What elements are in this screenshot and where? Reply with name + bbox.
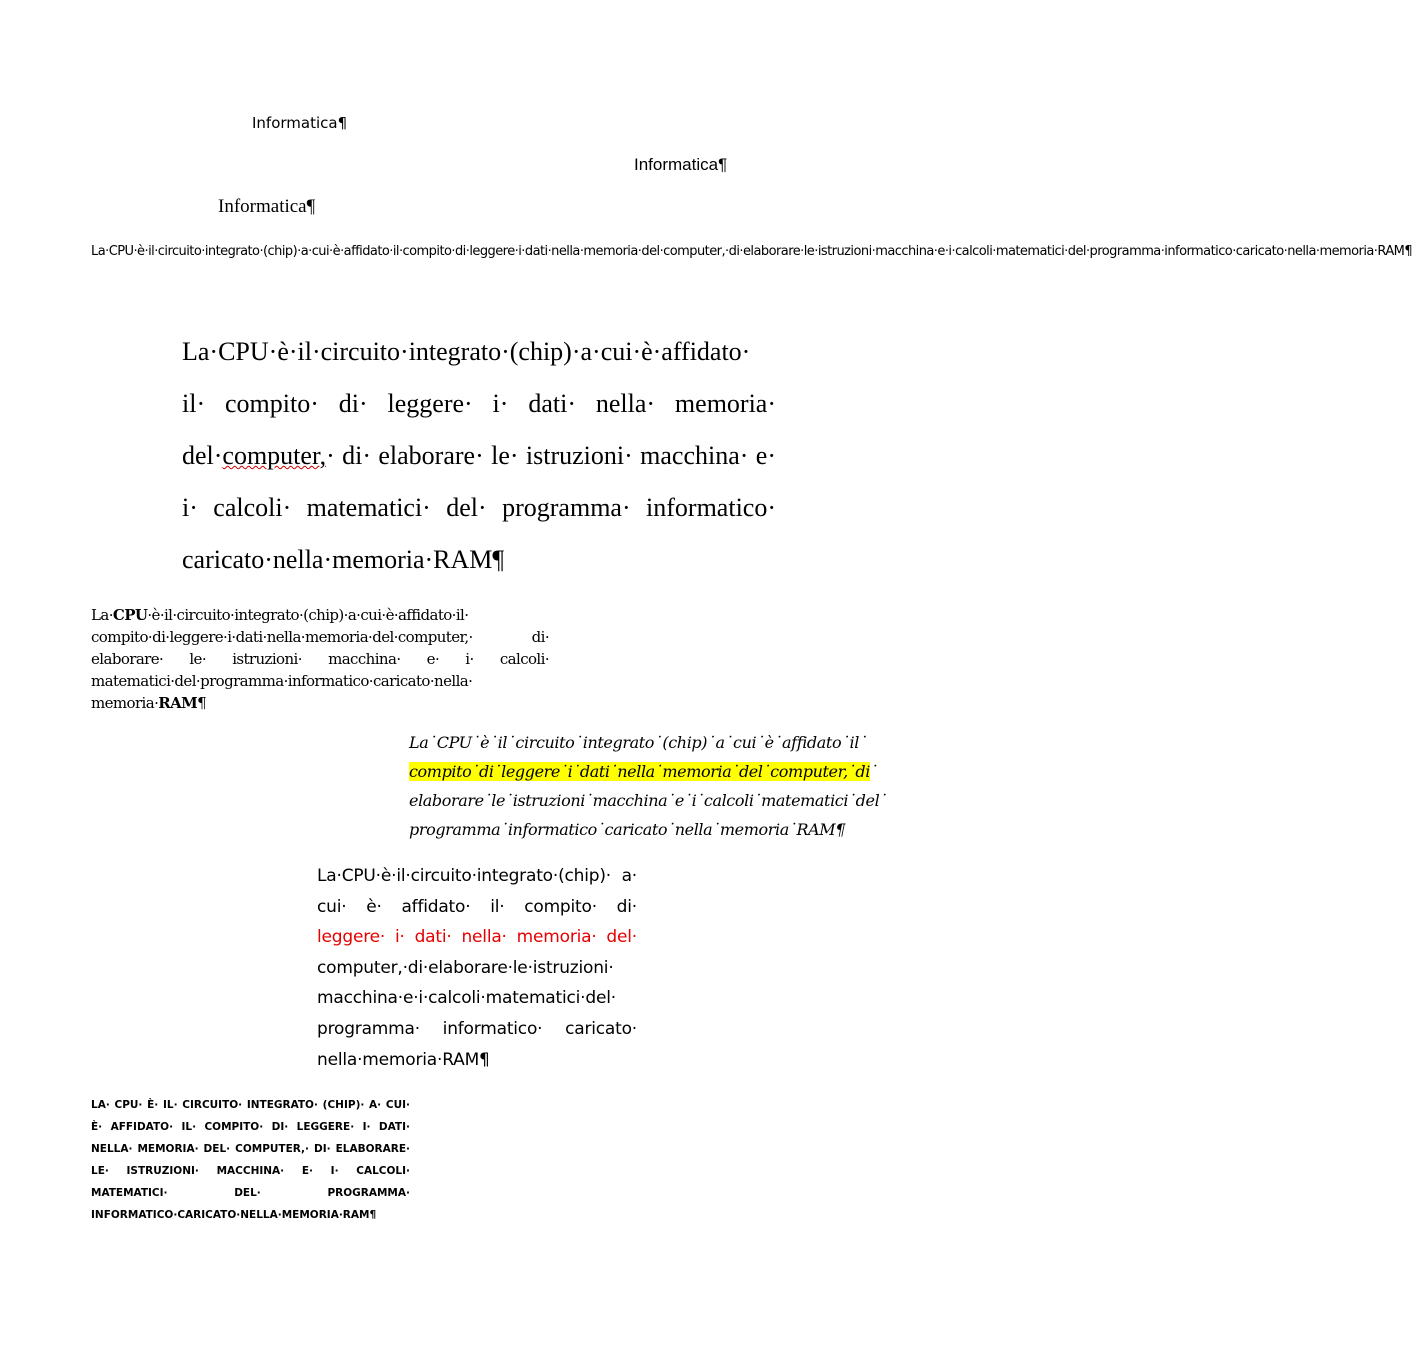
p4-text-after: ˙ elaborare˙le˙istruzioni˙macchina˙e˙i˙calcoli˙matematici˙del˙ programma˙informatico˙caricato˙nella˙memoria˙RAM¶: [409, 762, 887, 839]
p5-text-before: La·CPU·è·il·circuito·integrato·(chip)· a· cui· è· affidato· il· compito· di·: [317, 866, 637, 917]
p2-text-before: La·CPU·è·il·circuito·integrato·(chip)·a·cui·è·affidato· il· compito· di· leggere· i· dati· nella· memoria· del·: [182, 337, 776, 470]
p3-text-2: ·è·il·circuito·integrato·(chip)·a·cui·è·affidato·il· compito·di·leggere·i·dati·nella·memoria·del·computer,· di· elaborare· le· istruzioni· macchina· e· i· calcoli· matematici·del·programma·informatico·caricato·nella· memoria·: [91, 606, 549, 712]
paragraph-serif-bold-terms: [91, 604, 549, 714]
paragraph-red-accent: [317, 861, 637, 1075]
p5-text-after: computer,·di·elaborare·le·istruzioni· macchina·e·i·calcoli·matematici·del· programma· informatico· caricato· nella·memoria·RAM¶: [317, 957, 637, 1070]
p2-text-after: · di· elaborare· le· istruzioni· macchina· e· i· calcoli· matematici· del· programma· informatico· caricato·nella·memoria·RAM¶: [182, 441, 776, 574]
paragraph-small-sans: La·CPU·è·il·circuito·integrato·(chip)·a·cui·è·affidato·il·compito·di·leggere·i·dati·nella·memoria·del·computer,·di·elaborare·le·istruzioni·macchina·e·i·calcoli·matematici·del·programma·informatico·caricato·nella·memoria·RAM¶: [91, 244, 1412, 259]
red-text: leggere· i· dati· nella· memoria· del·: [317, 927, 637, 948]
paragraph-italic-highlighted: [409, 728, 887, 844]
heading-informatica-small: Informatica¶: [252, 114, 348, 132]
bold-term-cpu: CPU: [112, 606, 148, 624]
p4-text-before: La˙CPU˙è˙il˙circuito˙integrato˙(chip)˙a˙cui˙è˙affidato˙il˙: [409, 733, 867, 752]
heading-informatica-serif: Informatica¶: [218, 196, 316, 217]
p3-text-1: La·: [91, 606, 113, 624]
spellcheck-underlined-word: computer,: [222, 441, 327, 470]
paragraph-large-serif: [182, 326, 776, 586]
paragraph-caps-bold: LA· CPU· È· IL· CIRCUITO· INTEGRATO· (CHIP)· A· CUI· È· AFFIDATO· IL· COMPITO· DI· LEGGERE· I· DATI· NELLA· MEMORIA· DEL· COMPUTER,· DI· ELABORARE· LE· ISTRUZIONI· MACCHINA· E· I· CALCOLI· MATEMATICI· DEL· PROGRAMMA· INFORMATICO·CARICATO·NELLA·MEMORIA·RAM¶: [91, 1099, 410, 1221]
bold-term-ram: RAM: [158, 694, 198, 712]
heading-informatica-right: Informatica¶: [634, 155, 728, 174]
p3-text-3: ¶: [197, 694, 207, 712]
highlighted-text: compito˙di˙leggere˙i˙dati˙nella˙memoria˙del˙computer,˙di: [409, 762, 870, 781]
